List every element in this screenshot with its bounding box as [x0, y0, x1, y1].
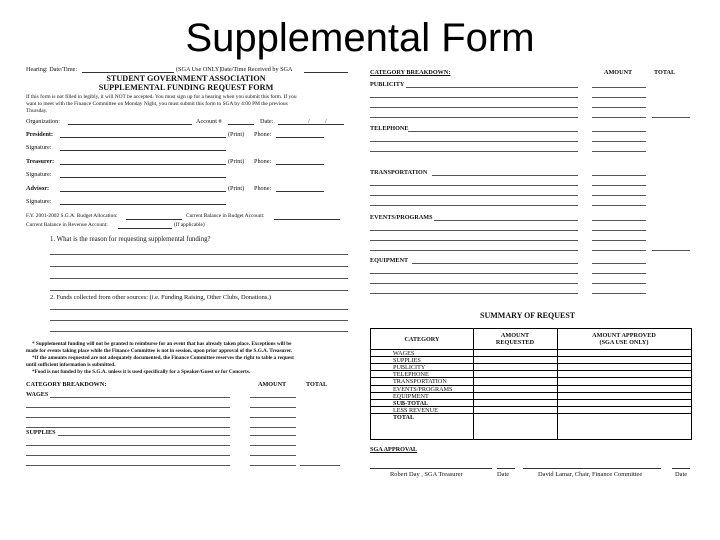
summary-row-label: TRANSPORTATION: [393, 378, 447, 386]
advisor-label: Advisor:: [26, 185, 50, 192]
president-phone-label: Phone:: [254, 131, 272, 138]
treasurer-signature-name: Robert Day , SGA Treasurer: [390, 471, 463, 478]
advisor-signature-label: Signature:: [26, 198, 52, 205]
summary-header-requested: REQUESTED: [495, 339, 535, 346]
summary-header-category: CATEGORY: [404, 336, 440, 343]
president-field[interactable]: [60, 137, 226, 138]
chair-signature-line[interactable]: [523, 468, 661, 469]
budget-balance-field[interactable]: [274, 219, 340, 220]
advisor-phone-label: Phone:: [254, 185, 272, 192]
left-amount-heading: AMOUNT: [258, 381, 287, 388]
treasurer-phone-label: Phone:: [254, 158, 272, 165]
right-amount-heading: AMOUNT: [604, 69, 633, 76]
budget-allocation-field[interactable]: [126, 219, 182, 220]
treasurer-signature-field[interactable]: [60, 177, 226, 178]
form-heading-title: SUPPLEMENTAL FUNDING REQUEST FORM: [98, 83, 274, 92]
form-heading-sga: STUDENT GOVERNMENT ASSOCIATION: [106, 74, 266, 83]
left-category-breakdown-heading: CATEGORY BREAKDOWN:: [26, 381, 107, 388]
budget-allocation-label: F.Y. 2001-2002 S.G.A. Budget Allocation:: [26, 213, 118, 219]
date-received-line[interactable]: [304, 72, 348, 73]
organization-label: Organization:: [26, 118, 60, 125]
summary-row-label: LESS REVENUE: [393, 406, 438, 414]
summary-row-label: TOTAL: [393, 413, 415, 421]
summary-table: [370, 328, 692, 440]
advisor-signature-field[interactable]: [60, 204, 226, 205]
events-programs-label: EVENTS/PROGRAMS: [370, 214, 433, 221]
fine-print-4: until sufficient information is submitted.: [26, 362, 116, 368]
president-signature-field[interactable]: [60, 150, 226, 151]
left-supplies-label: SUPPLIES: [26, 429, 56, 436]
supplemental-funding-form: [20, 62, 710, 492]
sga-approval-heading: SGA APPROVAL: [370, 446, 418, 453]
budget-balance-label: Current Balance in Budget Account:: [186, 213, 265, 219]
equipment-label: EQUIPMENT: [370, 257, 409, 264]
president-print-label: (Print): [228, 131, 245, 138]
president-label: President:: [26, 131, 54, 138]
account-label: Account #: [196, 118, 222, 125]
treasurer-print-label: (Print): [228, 158, 245, 165]
chair-date-line[interactable]: [672, 468, 690, 469]
date-slash-1: /: [308, 118, 310, 125]
date-slash-2: /: [325, 118, 327, 125]
summary-row-label: SUB-TOTAL: [393, 399, 429, 407]
date-received-label: Date/Time Received by SGA: [220, 66, 293, 73]
summary-header-approved: AMOUNT APPROVED: [592, 332, 656, 339]
account-field[interactable]: [228, 124, 254, 125]
summary-row-total[interactable]: [371, 413, 691, 421]
summary-row-label: EQUIPMENT: [393, 392, 429, 400]
publicity-label: PUBLICITY: [370, 81, 405, 88]
summary-row-label: TELEPHONE: [393, 371, 429, 379]
summary-row-label: SUPPLIES: [393, 357, 421, 365]
fine-print-3: *If the amounts requested are not adequately documented, the Finance Committee reserves the right to table a request: [32, 355, 294, 361]
organization-field[interactable]: [68, 124, 192, 125]
president-phone-field[interactable]: [276, 137, 324, 138]
slide-title: Supplemental Form: [185, 16, 535, 60]
hearing-line[interactable]: [82, 72, 174, 73]
treasurer-phone-field[interactable]: [276, 164, 324, 165]
treasurer-field[interactable]: [60, 164, 226, 165]
date-label: Date:: [260, 118, 274, 125]
revenue-balance-label: Current Balance in Revenue Account:: [26, 222, 108, 228]
summary-header-amount: AMOUNT: [500, 332, 530, 339]
left-total-heading: TOTAL: [306, 381, 328, 388]
fine-print-5: *Food is not funded by the S.G.A. unless it is used specifically for a Speaker/Guest or for Concerts.: [32, 369, 251, 375]
date-field[interactable]: [278, 124, 344, 125]
notice-line-3: Thursday.: [26, 108, 48, 114]
notice-line-2: want to meet with the Finance Committee on Monday Night, you must submit this form to SGA by 4:00 PM the previous: [26, 101, 288, 107]
if-applicable-label: (If applicable): [174, 222, 205, 228]
telephone-label: TELEPHONE: [370, 125, 409, 132]
fine-print-2: made for events taking place while the Finance Committee is not in session, upon prior approval of the S.G.A. Treasurer.: [26, 348, 293, 354]
summary-row-label: WAGES: [393, 350, 415, 357]
revenue-balance-field[interactable]: [118, 228, 172, 229]
treasurer-date-line[interactable]: [497, 468, 515, 469]
advisor-field[interactable]: [60, 191, 226, 192]
president-signature-label: Signature:: [26, 144, 52, 151]
question-2: 2. Funds collected from other sources: (i.e. Funding Raising, Other Clubs, Donations.): [50, 294, 271, 301]
fine-print-1: * Supplemental funding will not be granted to reimburse for an event that has already taken place. Exceptions will be: [32, 341, 292, 347]
summary-row-label: PUBLICITY: [393, 364, 426, 372]
left-wages-label: WAGES: [26, 391, 49, 398]
advisor-phone-field[interactable]: [276, 191, 324, 192]
chair-date-label: Date: [675, 471, 688, 478]
question-1: 1. What is the reason for requesting supplemental funding?: [50, 236, 211, 243]
notice-line-1: If this form is not filled in legibly, it will NOT be accepted. You must sign up for a hearing when you submit this form. If you: [26, 94, 297, 100]
sga-use-only-label: (SGA Use ONLY): [176, 66, 222, 73]
hearing-label: Hearing: Date/Time:: [26, 66, 78, 73]
summary-header-sga-only: (SGA USE ONLY): [599, 339, 649, 346]
chair-signature-name: David Lamar, Chair, Finance Committee: [538, 471, 643, 478]
summary-row-label: EVENTS/PROGRAMS: [393, 385, 453, 393]
right-category-breakdown-heading: CATEGORY BREAKDOWN:: [370, 69, 451, 76]
treasurer-date-label: Date: [497, 471, 510, 478]
right-total-heading: TOTAL: [654, 69, 676, 76]
treasurer-signature-label: Signature:: [26, 171, 52, 178]
treasurer-signature-line[interactable]: [370, 468, 492, 469]
summary-of-request-title: SUMMARY OF REQUEST: [480, 311, 576, 320]
treasurer-label: Treasurer:: [26, 158, 55, 165]
transportation-label: TRANSPORTATION: [370, 169, 428, 176]
advisor-print-label: (Print): [228, 185, 245, 192]
